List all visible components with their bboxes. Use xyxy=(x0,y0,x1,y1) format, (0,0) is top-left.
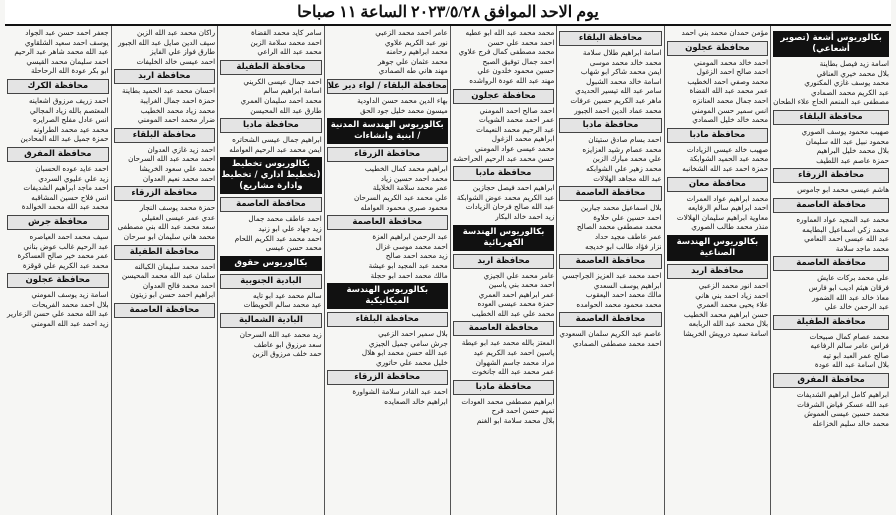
candidate-name: احمد ابراهيم سالم الرفايعه xyxy=(687,203,769,213)
candidate-name: سامر كايد محمد القضاة xyxy=(251,28,322,37)
candidate-name: عمر عاطف مجيد حداد xyxy=(594,231,662,241)
candidate-name: عمر محمد سلامة الخلايلة xyxy=(372,183,448,193)
candidate-name: ابراهيم مصطفى محمد العودات xyxy=(461,396,555,406)
candidate-name: محمد مصطفى كمال فرج علاوي xyxy=(458,47,555,57)
section-heading: محافظة العاصمة xyxy=(559,254,661,269)
candidate-name: محمد عيسى عواد المومني xyxy=(474,143,555,153)
candidate-name: مراد محمد جاسم الشهوان xyxy=(475,357,555,367)
section-heading: محافظة العاصمة xyxy=(773,198,889,213)
column-5 xyxy=(324,26,450,515)
columns-container xyxy=(5,26,891,515)
section-heading: محافظة اربد xyxy=(453,254,555,269)
candidate-name: حسن ابراهيم محمد الخطيب xyxy=(683,309,769,319)
candidate-name: زيد محمد احمد صالح xyxy=(385,251,448,261)
candidate-name: حسن محمد عبد الرحيم الحراحشه xyxy=(453,153,555,163)
candidate-name: محمود نبيل عبد الله سليمان xyxy=(805,136,889,146)
candidate-name: سعد مرزوق ابو عاطف xyxy=(253,339,322,349)
candidate-name: محمد زياد محمد الخطيب xyxy=(140,105,216,115)
candidate-name: زيد احمد خالد البكار xyxy=(495,211,555,221)
degree-heading: بكالوريوس أشعة (تصوير أشعاعي) xyxy=(773,31,889,57)
column-4 xyxy=(450,26,557,515)
candidate-name: احمد محمد موسى غزال xyxy=(375,241,448,251)
candidate-name: المعتز بالله محمد عبد ابو عيطة xyxy=(461,338,555,348)
candidate-name: جرش سامي جميل الجيزي xyxy=(368,338,448,348)
candidate-name: عبد الكريم محمد الصمادي xyxy=(811,87,889,97)
section-heading: محافظة العاصمة xyxy=(773,256,889,271)
candidate-name: مالك محمد احمد ابو حجلة xyxy=(370,270,448,280)
candidate-name: احسان محمد عبد الحميد بطاينة xyxy=(122,86,216,96)
candidate-name: عبد الله محمد شاهر عبد الرحيم xyxy=(14,47,109,57)
candidate-name: طارق عبد الله المحيسن xyxy=(250,105,322,115)
candidate-name: عمر محمد عبد الله جانخوت xyxy=(471,367,555,377)
candidate-name: انس عادل مفلح الصرايره xyxy=(33,115,109,125)
candidate-name: عمر محمد خير صالح العساكرة xyxy=(17,251,109,261)
section-heading: محافظة العاصمة xyxy=(327,215,448,230)
candidate-name: ابراهيم محمد كمال الخطيب xyxy=(364,164,448,174)
section-heading: محافظة مادبا xyxy=(453,166,555,181)
candidate-name: زيد جهاد علي ابو زنيد xyxy=(258,223,322,233)
candidate-name: محمد وصفي احمد الخطيب xyxy=(687,76,769,86)
section-heading: محافظة معان xyxy=(667,177,769,192)
candidate-name: محمد ابراهيم رحامنه xyxy=(386,47,448,57)
candidate-name: احمد جمال عيسى الكريني xyxy=(243,76,322,86)
candidate-name: تميم حسن احمد فرح xyxy=(491,406,555,416)
candidate-name: محمد محمد عبد الله ابو عطيه xyxy=(465,28,555,37)
candidate-name: سيف الدين صايل عبد الله الجبور xyxy=(118,37,216,47)
candidate-name: احمد صالح احمد الزغول xyxy=(696,67,769,77)
section-heading: محافظة اربد xyxy=(667,264,769,279)
candidate-name: محمد عبد الكريم علي قوقزة xyxy=(22,260,109,270)
degree-heading: بكالوريوس الهندسة الكهربائية xyxy=(453,225,555,251)
candidate-name: عبد الرحيم محمد النعيمات xyxy=(476,124,555,134)
candidate-name: صالح عمر العبد ابو تيه xyxy=(822,350,889,360)
candidate-name: محمد عصام كمال صبيحات xyxy=(809,331,889,341)
section-heading: محافظة العاصمة xyxy=(220,197,322,212)
degree-heading: بكالوريوس تخطيط (تخطيط اداري / تخطيط وادارة مشاريع) xyxy=(220,157,322,194)
candidate-name: عاصم عبد الكريم سلمان السعودي xyxy=(559,329,662,339)
section-heading: محافظة العاصمة xyxy=(559,186,661,201)
candidate-name: صهيب خالد عيسى الزيادات xyxy=(686,144,769,154)
candidate-name: محمد علي عبد الله الخطيب xyxy=(471,308,555,318)
candidate-name: احمد زريف مرزوق اشعاينه xyxy=(28,95,109,105)
candidate-name: ابراهيم جمال عيسى الشحاتره xyxy=(232,135,322,145)
candidate-name: احمد ماجد ابراهيم الشديفات xyxy=(23,183,109,193)
candidate-name: ابراهيم خالد الصعايده xyxy=(384,397,448,407)
candidate-name: احمد محمد عبد الله السرحان xyxy=(128,154,216,164)
candidate-name: محمد مصطفى محمد الصالح xyxy=(576,222,662,232)
candidate-name: سامر عبد الله تيسير الحديدي xyxy=(575,86,662,96)
column-7 xyxy=(111,26,218,515)
candidate-name: عبد الرحمن ابراهيم العزة xyxy=(372,232,448,242)
candidate-name: محمد حسن عيسى xyxy=(265,243,322,253)
candidate-name: عبد الله مجاهد الهلالات xyxy=(593,173,662,183)
section-heading: محافظة الطفيلة xyxy=(773,315,889,330)
candidate-name: محمد عبد الحميد الشوابكة xyxy=(689,154,769,164)
candidate-name: اسامة زيد يوسف المومني xyxy=(31,290,109,300)
section-heading: محافظة عجلون xyxy=(667,41,769,56)
section-heading: محافظة العاصمة xyxy=(559,312,661,327)
candidate-name: بهاء الدين محمد حسن الداودية xyxy=(357,95,448,105)
page-title: يوم الاحد الموافق ٢٠٢٣/٥/٢٨ الساعة ١١ صباحا xyxy=(5,0,891,26)
section-heading: محافظة الزرقاء xyxy=(327,147,448,162)
candidate-name: علي محمد بركات عايش xyxy=(817,273,889,283)
column-3 xyxy=(556,26,663,515)
candidate-name: عمر احمد محمد الشويات xyxy=(479,115,555,125)
candidate-name: محمد عبد الله الراعي xyxy=(257,47,322,57)
candidate-name: المعتصم بالله زياد المجالي xyxy=(29,105,109,115)
candidate-name: احمد محمد سليمان الكبالنه xyxy=(134,261,216,271)
section-heading: محافظة الزرقاء xyxy=(327,370,448,385)
candidate-name: عبد الله عسكر فياض الشرفات xyxy=(797,399,889,409)
candidate-name: اسامة سعيد درويش الخريشا xyxy=(683,328,769,338)
section-heading: محافظة البلقاء / لواء دير علا xyxy=(327,79,448,94)
candidate-name: محمد حسين عيسى العموش xyxy=(804,409,889,419)
candidate-name: احمد زياد احمد بني هاني xyxy=(695,290,769,300)
candidate-name: ايمن محمد عبد الرحيم العوامله xyxy=(229,144,322,154)
candidate-name: محمود صبري محمود العوامله xyxy=(360,202,448,212)
candidate-name: سلمان عبد الله محمد المحيسن xyxy=(121,271,216,281)
candidate-name: ابراهيم احمد فيصل حجازين xyxy=(472,183,555,193)
candidate-name: عبد الرحمن خالد علي xyxy=(824,302,889,312)
candidate-name: صهيب محمود يوسف الصوري xyxy=(801,126,889,136)
section-heading: محافظة مادبا xyxy=(667,128,769,143)
candidate-name: سعد محمد عبد الله بني مصطفى xyxy=(117,222,216,232)
candidate-name: محمد عيد محمد الطراونه xyxy=(33,124,109,134)
candidate-name: زيد علي عليوي السردي xyxy=(38,173,109,183)
candidate-name: احمد محمد نعيم العدوان xyxy=(142,173,216,183)
candidate-name: عامر احمد محمد الزعبي xyxy=(375,28,448,37)
candidate-name: اسامة ابراهيم طلال سلامة xyxy=(582,48,662,57)
candidate-name: عبد الله محمد علي حسن الزعارير xyxy=(7,309,109,319)
candidate-name: محمد خالد سليم الخزاعله xyxy=(812,418,889,428)
candidate-name: بلال سمير احمد الزعبي xyxy=(378,329,448,339)
candidate-name: محمد علي سعود الخريشا xyxy=(139,163,216,173)
candidate-name: انس سمير حسن المومني xyxy=(691,105,769,115)
candidate-name: احمد انور محمد الزعبي xyxy=(698,280,769,290)
candidate-name: خليل محمد علي حاتوري xyxy=(375,357,448,367)
candidate-name: سيف محمد احمد العياصره xyxy=(29,231,109,241)
candidate-name: علاء يحيى محمد العمري xyxy=(696,300,769,310)
candidate-name: ميسون محمد خليل جود الحق xyxy=(360,105,448,115)
section-heading: محافظة مادبا xyxy=(453,380,555,395)
section-heading: محافظة مادبا xyxy=(559,118,661,133)
candidate-name: عبد الرحيم غالب عوض بناني xyxy=(23,241,109,251)
candidate-name: بلال محمد خيري العناقي xyxy=(816,68,889,78)
candidate-name: بلال محمد خليل البراهيم xyxy=(816,146,889,156)
degree-heading: بكالوريوس الهندسة الصناعية xyxy=(667,235,769,261)
column-6 xyxy=(217,26,324,515)
degree-heading: بكالوريوس الهندسة المدنية / ابنية وانشاءات xyxy=(327,118,448,144)
candidate-name: بلال محمد سلامة ابو الغنم xyxy=(476,416,555,426)
candidate-name: محمد زهير علي الشوابكه xyxy=(586,163,662,173)
section-heading: محافظة الطفيلة xyxy=(220,60,322,75)
candidate-name: محمد ابراهيم عواد العمرات xyxy=(686,193,769,203)
candidate-name: احمد جمال محمد العنانزه xyxy=(692,95,769,105)
candidate-name: طارق فواز علي الفايز xyxy=(150,47,216,57)
candidate-name: عبد الله عيسى احمد النعامي xyxy=(804,234,889,244)
candidate-name: محمد يوسف غازي المكنوري xyxy=(804,78,889,88)
column-1 xyxy=(770,26,891,515)
candidate-name: احمد جمال توفيق الصبح xyxy=(482,56,555,66)
candidate-name: عمر محمد عبد الله القضاة xyxy=(689,86,769,96)
section-heading: محافظة جرش xyxy=(7,215,109,230)
section-heading: محافظة مادبا xyxy=(220,118,322,133)
candidate-name: زيد محمد عبد الله السرحان xyxy=(239,329,322,339)
candidate-name: احمد محمد علي حسن xyxy=(487,37,555,47)
candidate-name: محمد خالد محمد موسى xyxy=(589,57,662,67)
candidate-name: ايمن محمد شاكر ابو شهاب xyxy=(580,67,662,77)
candidate-name: احمد سليمان محمد القيسي xyxy=(26,56,109,66)
candidate-name: عبد الله حسن محمد ابو هلال xyxy=(361,348,448,358)
candidate-name: معاوية ابراهيم سليمان الهلالات xyxy=(676,212,769,222)
candidate-name: علي محمد مبارك الزبن xyxy=(592,154,662,164)
candidate-name: حمزة جميل عبد الله المحادين xyxy=(20,134,109,144)
section-heading: محافظة العاصمة xyxy=(114,303,216,318)
candidate-name: احمد صالح احمد المومني xyxy=(479,105,555,115)
candidate-name: حمزة محمد يوسف النجار xyxy=(139,203,216,213)
section-heading: محافظة العاصمة xyxy=(453,321,555,336)
candidate-name: بلال محمد عبد الله الربابعه xyxy=(688,319,769,329)
candidate-name: بلال اسماعيل محمد جبارين xyxy=(580,203,662,213)
candidate-name: نور عبد الكريم علاوي xyxy=(384,37,448,47)
candidate-name: محمد عماد الدين احمد الجبور xyxy=(574,105,662,115)
candidate-name: محمد ماجد سلامة xyxy=(835,243,889,253)
candidate-name: عبد الله صالح فرحان الزيادات xyxy=(465,202,555,212)
candidate-name: احمد حسين علي حلاوة xyxy=(593,212,662,222)
candidate-name: مؤمن حمدان محمد بني احمد xyxy=(681,28,769,37)
candidate-name: حمزة محمد عيسى العوده xyxy=(477,299,555,309)
candidate-name: محمد احمد سليمان العمري xyxy=(240,95,322,105)
candidate-name: مصطفى عبد المنعم الحاج علاء الطحان xyxy=(773,97,889,107)
candidate-name: فراس عامر سالم الرفاعيه xyxy=(810,341,889,351)
candidate-name: ابو بكر عودة الله الرحاحلة xyxy=(30,66,109,76)
candidate-name: هاشم عيسى محمد ابو جاموس xyxy=(797,185,889,195)
candidate-name: احمد عيسى خالد الخليفات xyxy=(136,56,216,66)
section-heading: محافظة البلقاء xyxy=(773,110,889,125)
candidate-name: بلال احمد محمد الفريحات xyxy=(32,299,109,309)
section-heading: محافظة المفرق xyxy=(7,147,109,162)
candidate-name: مهند عبد الله عودة الرواشده xyxy=(469,75,555,85)
degree-heading: بكالوريوس حقوق xyxy=(220,256,322,271)
candidate-name: احمد محمد عبد الكريم اللحام xyxy=(234,233,322,243)
candidate-name: مالك محمد احمد اليعقوب xyxy=(585,290,662,300)
candidate-name: ابراهيم احمد حسن ابو زيتون xyxy=(130,290,216,300)
candidate-name: احمد محمد عبد العزيز الجراجسي xyxy=(562,271,662,281)
section-heading: محافظة البلقاء xyxy=(559,31,661,46)
candidate-name: اسامة خالد محمد الشبول xyxy=(586,76,662,86)
candidate-name: ضرار محمد احمد المومني xyxy=(137,115,216,125)
candidate-name: محمد عصام رشيد العزايزه xyxy=(582,144,662,154)
candidate-name: عامر محمد علي الجيزي xyxy=(483,270,555,280)
candidate-name: منذر محمد طالب الصوري xyxy=(691,222,769,232)
section-heading: محافظة عجلون xyxy=(453,89,555,104)
candidate-name: محمد عثمان علي جوهر xyxy=(377,56,448,66)
candidate-name: اسامة زيد فيصل بطاينة xyxy=(819,59,889,68)
candidate-name: نزار فؤاد طالب ابو خديجه xyxy=(585,241,662,251)
candidate-name: ياسين احمد عبد الكريم عيد xyxy=(473,348,555,358)
section-heading: محافظة البلقاء xyxy=(114,128,216,143)
candidate-name: حمد خلف مرزوق الزبن xyxy=(252,349,322,359)
section-heading: محافظة الطفيلة xyxy=(114,245,216,260)
section-heading: محافظة عجلون xyxy=(7,273,109,288)
candidate-name: احمد عاطف محمد جمال xyxy=(248,214,322,224)
candidate-name: احمد زيد غازي العدوان xyxy=(147,144,216,154)
candidate-name: زيد احمد عبد الله المومني xyxy=(31,319,109,329)
candidate-name: محمد عبد المجيد ابو عيشة xyxy=(368,260,448,270)
candidate-name: عبد الكريم محمد عوض الشوابكة xyxy=(456,192,555,202)
candidate-name: جعفر احمد حسن عبد الجواد xyxy=(25,28,109,37)
candidate-name: محمد هاني سليمان ابو سرحان xyxy=(123,231,216,241)
section-heading: البادية الشمالية xyxy=(220,313,322,328)
candidate-name: سالم محمد عيد ابو تايه xyxy=(252,290,322,300)
candidate-name: علي محمد عبد الكريم السرحان xyxy=(353,192,448,202)
candidate-name: احمد محمد مصطفى الصمادي xyxy=(572,339,662,349)
candidate-name: اسامة ابراهيم سالم xyxy=(263,86,322,96)
candidate-name: ابراهيم كامل ابراهيم الشديفات xyxy=(796,390,889,400)
candidate-name: فرقان هيثم اديب ابو فارس xyxy=(808,282,889,292)
section-heading: البادية الجنوبية xyxy=(220,274,322,289)
candidate-name: احمد محمد فالح العدوان xyxy=(142,280,216,290)
candidate-name: محمد محمود محمد الحوامده xyxy=(576,299,662,309)
candidate-name: احمد خالد محمد المومني xyxy=(693,57,769,67)
candidate-name: محمد احمد حسين زياد xyxy=(380,173,448,183)
candidate-name: ماهر عبد الكريم حسين عرفات xyxy=(570,95,662,105)
section-heading: محافظة الكرك xyxy=(7,79,109,94)
candidate-name: حمزة احمد عبد الله الشخانبه xyxy=(682,163,769,173)
section-heading: محافظة البلقاء xyxy=(327,312,448,327)
column-2 xyxy=(664,26,771,515)
candidate-name: احمد محمد سلامة الزبن xyxy=(250,37,322,47)
candidate-name: راكان محمد عبد الله الزبن xyxy=(136,28,216,37)
candidate-name: انس فلاح حسين المشاقبه xyxy=(31,192,109,202)
candidate-name: محمد خالد خليل الصمادي xyxy=(692,115,769,125)
candidate-name: حمزة احمد جمال الغرايبة xyxy=(139,95,216,105)
candidate-name: احمد محمد بني ياسين xyxy=(488,280,555,290)
candidate-name: محمد عبد المجيد عواد العماوره xyxy=(796,214,889,224)
candidate-name: احمد عبد القادر سلامة الشواورة xyxy=(352,387,448,397)
candidate-name: احمد بسام صادق ستيتان xyxy=(588,135,662,145)
candidate-name: ابراهيم يوسف السعدي xyxy=(593,280,662,290)
candidate-name: يوسف احمد سعيد الشلقاوي xyxy=(24,37,109,47)
candidate-name: بلال اسامة عبد الله عودة xyxy=(814,360,889,370)
candidate-name: مهند هاني طه الصمادي xyxy=(378,66,448,76)
section-heading: محافظة اربد xyxy=(114,69,216,84)
candidate-name: معاذ خالد عبد الله الضمور xyxy=(812,292,889,302)
section-heading: محافظة المفرق xyxy=(773,373,889,388)
candidate-name: عيد محمد سالم الحويطات xyxy=(243,300,322,310)
candidate-name: محمد زكي اسماعيل البطايمه xyxy=(802,224,889,234)
candidate-name: عمر ابراهيم احمد العمري xyxy=(478,289,555,299)
section-heading: محافظة الزرقاء xyxy=(773,168,889,183)
candidate-name: محمد عبد الله محمد الخوالدة xyxy=(21,202,109,212)
candidate-name: حسين محمود خلدون علي xyxy=(477,66,555,76)
column-8 xyxy=(5,26,111,515)
candidate-name: احمد عايد عوده الحسبان xyxy=(35,163,109,173)
candidate-name: ابراهيم محمد الزغول xyxy=(491,134,555,144)
candidate-name: حمزة عاصم عبد اللطيف xyxy=(816,155,889,165)
candidate-name: عدي عمر عيسى العقيلي xyxy=(141,212,216,222)
section-heading: محافظة الزرقاء xyxy=(114,186,216,201)
degree-heading: بكالوريوس الهندسة الميكانيكية xyxy=(327,283,448,309)
